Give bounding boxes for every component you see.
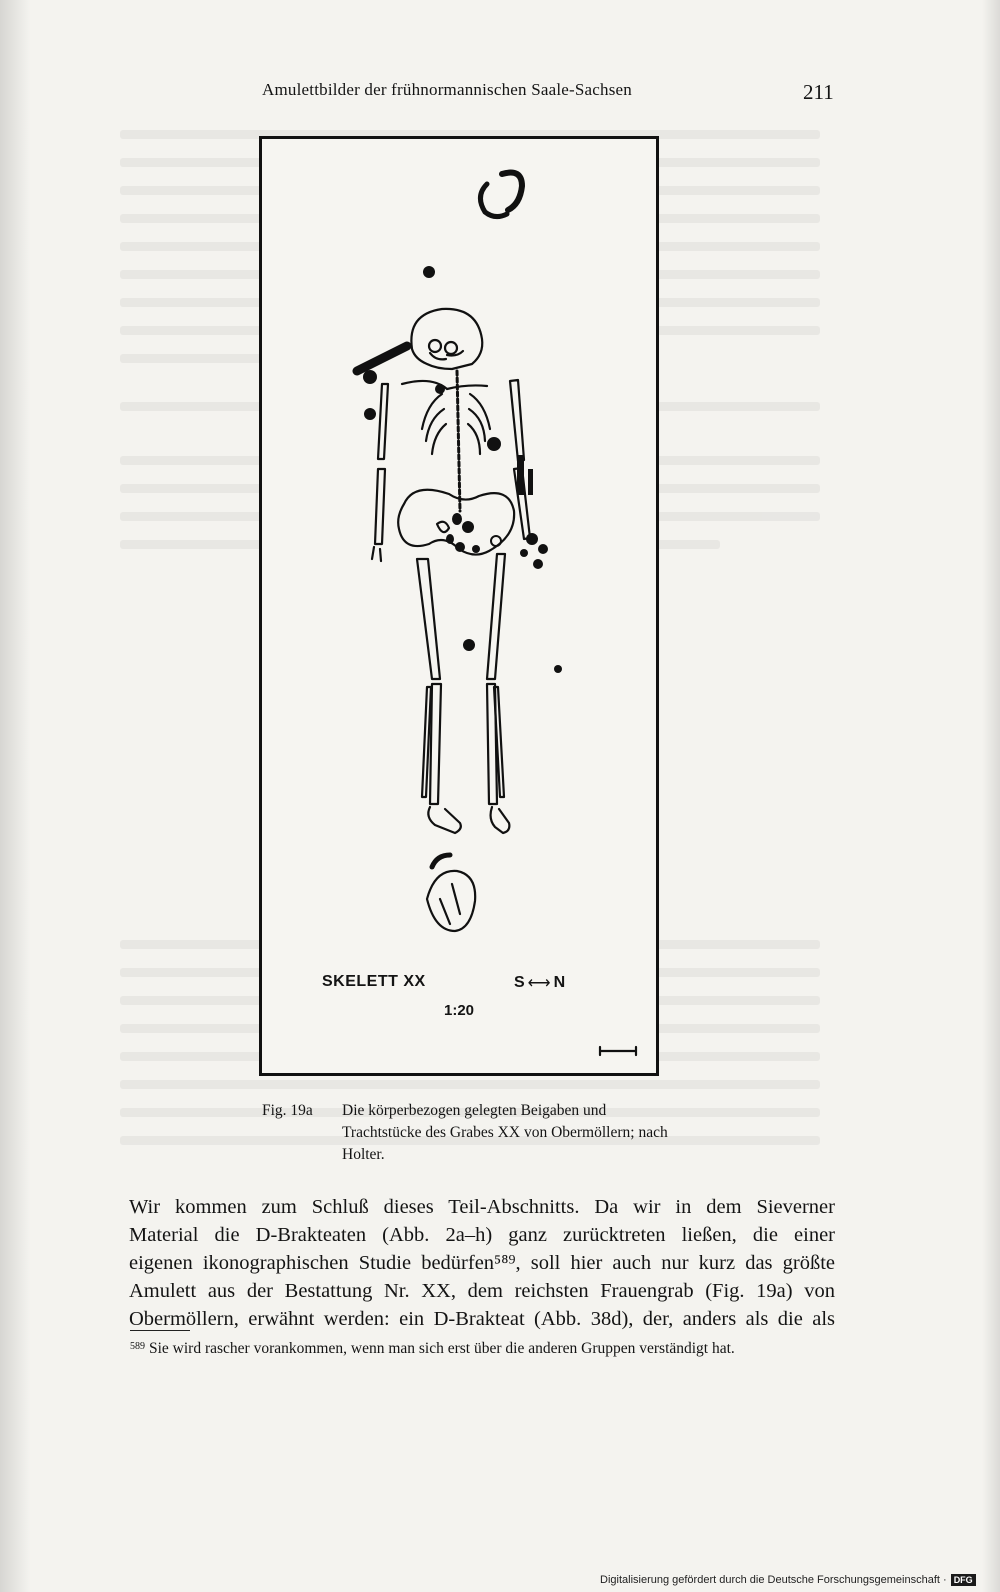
footnote-number: 589 bbox=[130, 1341, 145, 1352]
running-head: Amulettbilder der frühnormannischen Saale-Sachsen bbox=[262, 80, 632, 99]
footnote-rule bbox=[130, 1330, 190, 1331]
page-edge-shadow-left bbox=[0, 0, 30, 1592]
orientation-south: S bbox=[514, 974, 525, 991]
scale-label: 1:20 bbox=[444, 1002, 475, 1019]
digitization-footer bbox=[600, 1570, 976, 1590]
body-line: eigenen ikonographischen Studie bedürfen⁵⁸⁹, soll hier auch nur kurz das größte bbox=[129, 1252, 835, 1274]
orientation-north: N bbox=[553, 974, 566, 991]
skeleton-label: SKELETT XX bbox=[322, 973, 426, 990]
footer-credit: Digitalisierung gefördert durch die Deutsche Forschungsgemeinschaft · bbox=[600, 1574, 947, 1586]
body-paragraph bbox=[129, 1193, 835, 1333]
orientation-indicator bbox=[514, 973, 565, 993]
footnote-text: Sie wird rascher vorankommen, wenn man sich erst über die anderen Gruppen verständigt hat. bbox=[149, 1340, 735, 1357]
page-number: 211 bbox=[803, 80, 834, 104]
dfg-logo: DFG bbox=[951, 1574, 976, 1586]
double-arrow-icon: ⟷ bbox=[527, 975, 551, 992]
grave-plan-drawing bbox=[262, 139, 656, 1073]
body-line: Amulett aus der Bestattung Nr. XX, dem reichsten Frauengrab (Fig. 19a) von bbox=[129, 1280, 835, 1302]
footnote bbox=[130, 1340, 735, 1358]
figure-19a bbox=[259, 136, 659, 1076]
body-line: Material die D-Brakteaten (Abb. 2a–h) ganz zurücktreten ließen, die einer bbox=[129, 1224, 835, 1246]
caption-label: Fig. 19a bbox=[262, 1102, 313, 1119]
caption-text: Die körperbezogen gelegten Beigaben und Trachtstücke des Grabes XX von Obermöllern; nach Holter. bbox=[342, 1102, 668, 1163]
body-line: Wir kommen zum Schluß dieses Teil-Abschnitts. Da wir in dem Sieverner bbox=[129, 1196, 835, 1218]
page-edge-shadow-right bbox=[982, 0, 1000, 1592]
body-line: Obermöllern, erwähnt werden: ein D-Brakteat (Abb. 38d), der, anders als die als bbox=[129, 1308, 835, 1330]
